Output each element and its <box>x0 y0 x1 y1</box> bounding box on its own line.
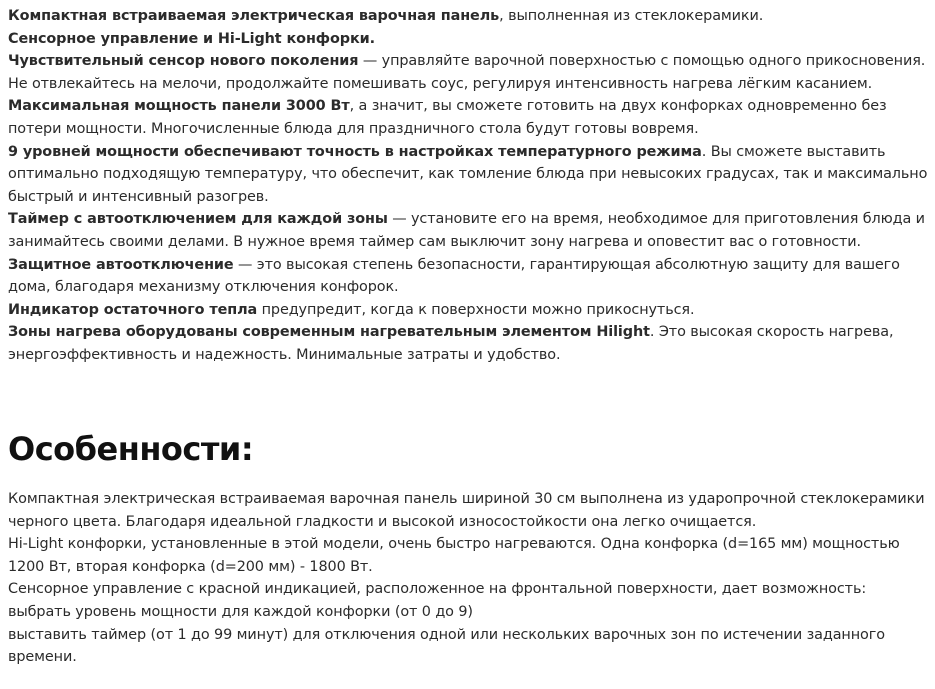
description-bold: Таймер с автоотключением для каждой зоны <box>8 211 388 228</box>
description-bold: Сенсорное управление и Hi-Light конфорки. <box>8 30 375 47</box>
description-text: , а значит, вы сможете готовить на двух конфорках одновременно без потери мощности. Многочисленные блюда для праздничного стола будут готовы вовремя. <box>8 98 887 137</box>
description-bold: Защитное автоотключение <box>8 256 234 273</box>
description-bold: Максимальная мощность панели 3000 Вт <box>8 98 350 115</box>
description-text: предупредит, когда к поверхности можно прикоснуться. <box>257 301 695 318</box>
description-text: . Вы сможете выставить оптимально подходящую температуру, что обеспечит, как томление блюда при невысоких градусах, так и максимально быстрый и интенсивный разогрев. <box>8 143 928 205</box>
description-paragraph <box>8 5 930 28</box>
description-paragraph <box>8 50 930 95</box>
description-text: — управляйте варочной поверхностью с помощью одного прикосновения. Не отвлекайтесь на мелочи, продолжайте помешивать соус, регулируя интенсивность нагрева лёгким касанием. <box>8 53 926 92</box>
description-block <box>8 5 930 367</box>
features-line: Сенсорное управление с красной индикацией, расположенное на фронтальной поверхности, дает возможность: <box>8 581 867 598</box>
features-block <box>8 488 930 669</box>
description-paragraph <box>8 95 930 140</box>
description-bold: Зоны нагрева оборудованы современным нагревательным элементом Hilight <box>8 324 650 341</box>
features-line: Hi-Light конфорки, установленные в этой модели, очень быстро нагреваются. Одна конфорка (d=165 мм) мощностью 1200 Вт, вторая конфорка (d=200 мм) - 1800 Вт. <box>8 536 900 575</box>
features-line: Компактная электрическая встраиваемая варочная панель шириной 30 см выполнена из ударопрочной стеклокерамики черного цвета. Благодаря идеальной гладкости и высокой износостойкости она легко очищается. <box>8 491 925 530</box>
description-paragraph <box>8 28 930 51</box>
product-description-content <box>8 5 930 666</box>
description-paragraph <box>8 254 930 299</box>
description-text: , выполненная из стеклокерамики. <box>499 8 764 24</box>
features-line: выбрать уровень мощности для каждой конфорки (от 0 до 9) <box>8 603 473 620</box>
description-text: — установите его на время, необходимое для приготовления блюда и занимайтесь своими делами. В нужное время таймер сам выключит зону нагрева и оповестит вас о готовности. <box>8 211 925 250</box>
description-paragraph <box>8 141 930 209</box>
description-bold: Индикатор остаточного тепла <box>8 301 258 318</box>
description-text: . Это высокая скорость нагрева, энергоэффективность и надежность. Минимальные затраты и удобство. <box>8 324 894 363</box>
description-bold: 9 уровней мощности обеспечивают точность в настройках температурного режима <box>8 143 702 160</box>
features-line: выставить таймер (от 1 до 99 минут) для отключения одной или нескольких варочных зон по истечении заданного времени. <box>8 626 885 666</box>
features-heading: Особенности: <box>8 430 254 468</box>
description-bold: Чувствительный сенсор нового поколения <box>8 53 359 70</box>
description-text: — это высокая степень безопасности, гарантирующая абсолютную защиту для вашего дома, благодаря механизму отключения конфорок. <box>8 256 900 296</box>
description-paragraph <box>8 299 930 322</box>
description-paragraph <box>8 321 930 366</box>
description-paragraph <box>8 208 930 253</box>
description-bold: Компактная встраиваемая электрическая варочная панель <box>8 8 500 24</box>
